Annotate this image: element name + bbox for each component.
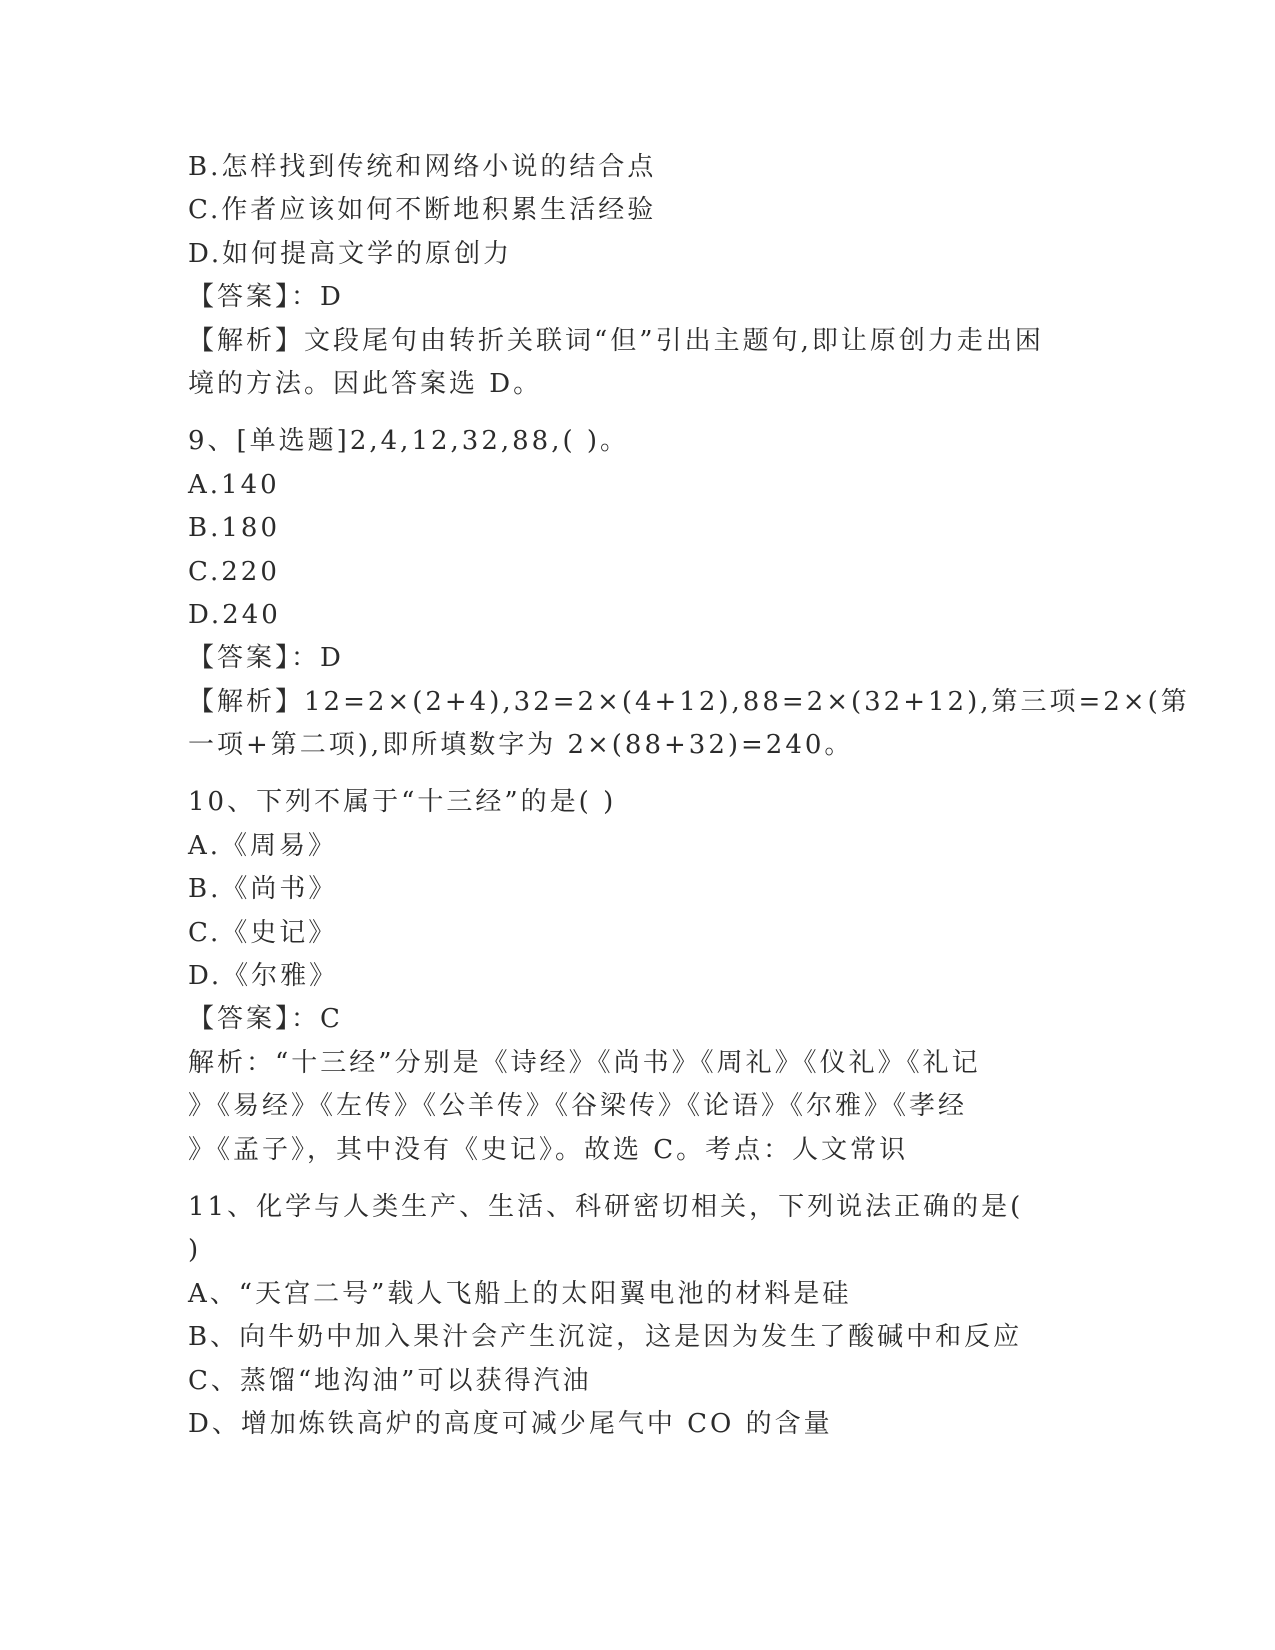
q8-analysis-line-2: 境的方法。因此答案选 D。 xyxy=(188,368,543,399)
q10-option-b: B.《尚书》 xyxy=(188,874,338,905)
q10-option-d: D.《尔雅》 xyxy=(188,961,339,992)
q8-answer: 【答案】：D xyxy=(188,282,344,313)
q11-question-line-2: ) xyxy=(188,1235,202,1266)
spacer xyxy=(188,1172,1088,1186)
q9-option-c: C.220 xyxy=(188,556,280,587)
q9-analysis-line-1: 【解析】12=2×(2+4),32=2×(4+12),88=2×(32+12),第三项=2×(第 xyxy=(188,686,1190,717)
q8-option-c: C.作者应该如何不断地积累生活经验 xyxy=(188,195,657,226)
question-11-block xyxy=(188,1186,1088,1446)
q10-answer: 【答案】：C xyxy=(188,1004,343,1035)
q11-option-d: D、增加炼铁高炉的高度可减少尾气中 CO 的含量 xyxy=(188,1408,833,1439)
q9-option-b: B.180 xyxy=(188,513,280,544)
q10-analysis-line-1: 解析：“十三经”分别是《诗经》《尚书》《周礼》《仪礼》《礼记 xyxy=(188,1047,981,1078)
q9-question: 9、[单选题]2,4,12,32,88,( )。 xyxy=(188,426,630,457)
spacer xyxy=(188,767,1088,781)
q8-option-b: B.怎样找到传统和网络小说的结合点 xyxy=(188,152,657,182)
question-8-block xyxy=(188,146,1088,406)
q10-option-c: C.《史记》 xyxy=(188,917,338,948)
q9-analysis-line-2: 一项+第二项),即所填数字为 2×(88+32)=240。 xyxy=(188,730,854,761)
q10-analysis-line-2: 》《易经》《左传》《公羊传》《谷梁传》《论语》《尔雅》《孝经 xyxy=(188,1091,968,1122)
spacer xyxy=(188,406,1088,420)
q9-option-d: D.240 xyxy=(188,599,281,630)
q11-question-line-1: 11、化学与人类生产、生活、科研密切相关，下列说法正确的是( xyxy=(188,1191,1024,1222)
q9-option-a: A.140 xyxy=(188,469,280,500)
question-9-block xyxy=(188,420,1190,767)
q8-option-d: D.如何提高文学的原创力 xyxy=(188,238,513,269)
q10-option-a: A.《周易》 xyxy=(188,830,338,861)
q10-question: 10、下列不属于“十三经”的是( ) xyxy=(188,787,617,818)
q11-option-b: B、向牛奶中加入果汁会产生沉淀，这是因为发生了酸碱中和反应 xyxy=(188,1322,1023,1353)
page-content xyxy=(188,146,1190,1446)
q10-analysis-line-3: 》《孟子》，其中没有《史记》。故选 C。考点：人文常识 xyxy=(188,1134,909,1165)
q8-analysis-line-1: 【解析】文段尾句由转折关联词“但”引出主题句,即让原创力走出困 xyxy=(188,325,1044,356)
q9-answer: 【答案】：D xyxy=(188,643,344,674)
question-10-block xyxy=(188,781,1088,1172)
q11-option-a: A、“天宫二号”载人飞船上的太阳翼电池的材料是硅 xyxy=(188,1278,852,1309)
q11-option-c: C、蒸馏“地沟油”可以获得汽油 xyxy=(188,1365,592,1396)
